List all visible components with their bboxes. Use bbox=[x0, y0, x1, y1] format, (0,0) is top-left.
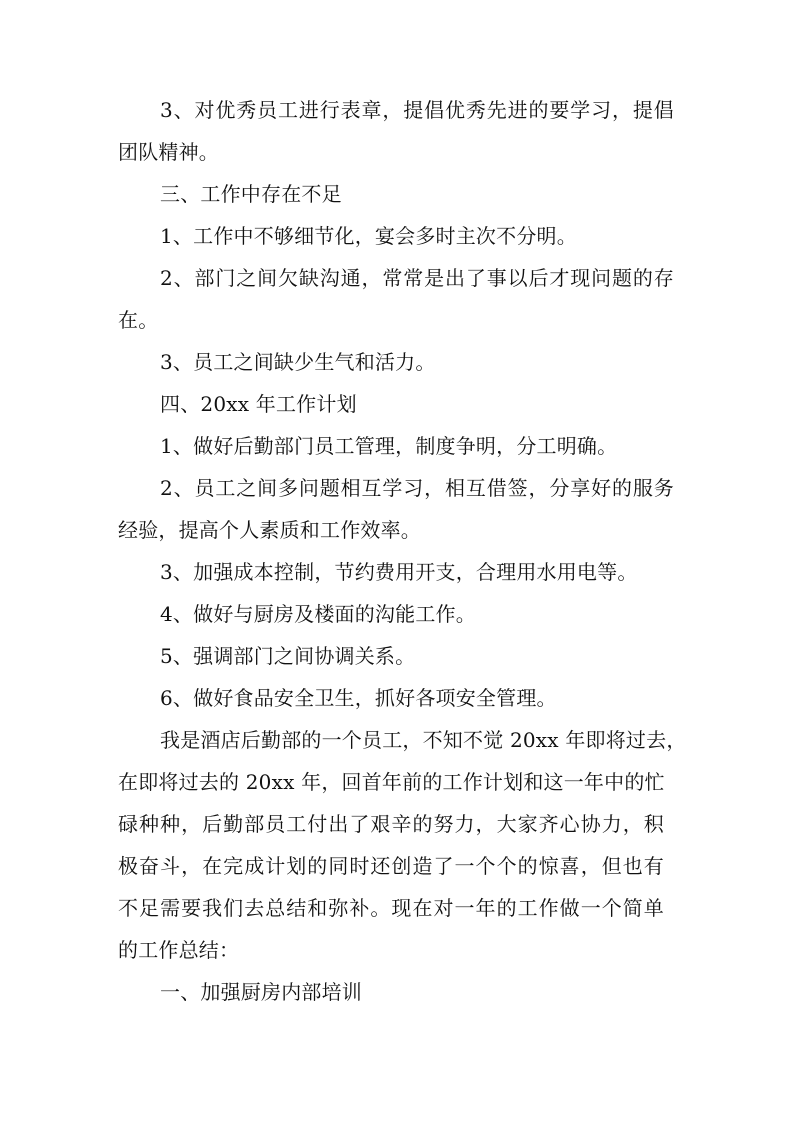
paragraph-plan-2-line-2: 经验，提高个人素质和工作效率。 bbox=[118, 518, 421, 542]
paragraph-plan-1: 1、做好后勤部门员工管理，制度争明，分工明确。 bbox=[160, 434, 618, 458]
paragraph-plan-2-line-1: 2、员工之间多问题相互学习，相互借签，分享好的服务 bbox=[160, 476, 674, 500]
paragraph-summary-line-5: 不足需要我们去总结和弥补。现在对一年的工作做一个简单 bbox=[118, 896, 664, 920]
paragraph-shortcoming-2-line-2: 在。 bbox=[118, 308, 159, 332]
paragraph-summary-line-1: 我是酒店后勤部的一个员工，不知不觉 20xx 年即将过去， bbox=[160, 728, 687, 752]
paragraph-plan-4: 4、做好与厨房及楼面的沟能工作。 bbox=[160, 602, 476, 626]
section-heading-plan: 四、20xx 年工作计划 bbox=[160, 392, 357, 416]
paragraph-commend-line-2: 团队精神。 bbox=[118, 140, 219, 164]
paragraph-plan-3: 3、加强成本控制，节约费用开支，合理用水用电等。 bbox=[160, 560, 638, 584]
section-heading-kitchen-training: 一、加强厨房内部培训 bbox=[160, 980, 362, 1004]
paragraph-summary-line-3: 碌种种，后勤部员工付出了艰辛的努力，大家齐心协力，积 bbox=[118, 812, 664, 836]
paragraph-shortcoming-1: 1、工作中不够细节化，宴会多时主次不分明。 bbox=[160, 224, 577, 248]
paragraph-summary-line-4: 极奋斗，在完成计划的同时还创造了一个个的惊喜，但也有 bbox=[118, 854, 664, 878]
paragraph-summary-line-6: 的工作总结： bbox=[118, 938, 240, 962]
paragraph-plan-5: 5、强调部门之间协调关系。 bbox=[160, 644, 416, 668]
paragraph-plan-6: 6、做好食品安全卫生，抓好各项安全管理。 bbox=[160, 686, 557, 710]
paragraph-shortcoming-2-line-1: 2、部门之间欠缺沟通，常常是出了事以后才现问题的存 bbox=[160, 266, 674, 290]
paragraph-shortcoming-3: 3、员工之间缺少生气和活力。 bbox=[160, 350, 436, 374]
paragraph-commend-line-1: 3、对优秀员工进行表章，提倡优秀先进的要学习，提倡 bbox=[160, 98, 674, 122]
paragraph-summary-line-2: 在即将过去的 20xx 年，回首年前的工作计划和这一年中的忙 bbox=[118, 770, 665, 794]
section-heading-shortcomings: 三、工作中存在不足 bbox=[160, 182, 342, 206]
